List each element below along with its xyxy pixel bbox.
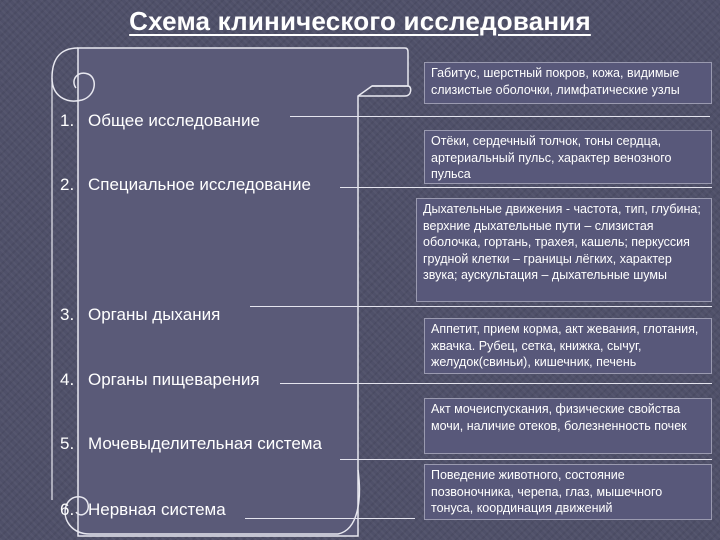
detail-text: Акт мочеиспускания, физические свойства мочи, наличие отеков, болезненность почек — [431, 402, 687, 433]
step-label: Специальное исследование — [88, 175, 311, 194]
detail-text: Дыхательные движения - частота, тип, глубина; верхние дыхательные пути – слизистая оболочка, гортань, трахея, кашель; перкуссия грудной клетки – границы лёгких, характер звука; аускультация – дыхательные шумы — [423, 202, 701, 282]
detail-box-general — [424, 62, 712, 104]
step-label: Органы дыхания — [88, 305, 221, 324]
detail-box-respiratory — [416, 198, 712, 302]
step-special — [60, 175, 311, 195]
step-number: 4. — [60, 370, 75, 389]
detail-text: Аппетит, прием корма, акт жевания, глотания, жвачка. Рубец, сетка, книжка, сычуг, желудок(свиньи), кишечник, печень — [431, 322, 699, 369]
step-number: 2. — [60, 175, 75, 194]
connector-line — [340, 187, 712, 188]
detail-text: Габитус, шерстный покров, кожа, видимые слизистые оболочки, лимфатические узлы — [431, 66, 680, 97]
step-nervous — [60, 500, 226, 520]
detail-text: Поведение животного, состояние позвоночника, черепа, глаз, мышечного тонуса, координация движений — [431, 468, 663, 515]
connector-line — [245, 518, 415, 519]
step-urinary — [60, 434, 322, 454]
step-label: Нервная система — [88, 500, 226, 519]
step-digestive — [60, 370, 260, 390]
connector-line — [340, 459, 712, 460]
connector-line — [250, 306, 712, 307]
detail-box-cardio — [424, 130, 712, 184]
detail-box-urinary — [424, 398, 712, 454]
step-number: 5. — [60, 434, 75, 453]
slide-title: Схема клинического исследования — [129, 6, 591, 36]
step-general — [60, 111, 260, 131]
connector-line — [280, 383, 712, 384]
step-number: 3. — [60, 305, 75, 324]
connector-line — [290, 116, 710, 117]
step-respiratory — [60, 305, 220, 325]
step-number: 1. — [60, 111, 75, 130]
step-number: 6. — [60, 500, 75, 519]
detail-text: Отёки, сердечный толчок, тоны сердца, артериальный пульс, характер венозного пульса — [431, 134, 672, 181]
detail-box-digestive — [424, 318, 712, 374]
step-label: Органы пищеварения — [88, 370, 260, 389]
step-label: Мочевыделительная система — [88, 434, 322, 453]
detail-box-nervous — [424, 464, 712, 520]
step-label: Общее исследование — [88, 111, 260, 130]
